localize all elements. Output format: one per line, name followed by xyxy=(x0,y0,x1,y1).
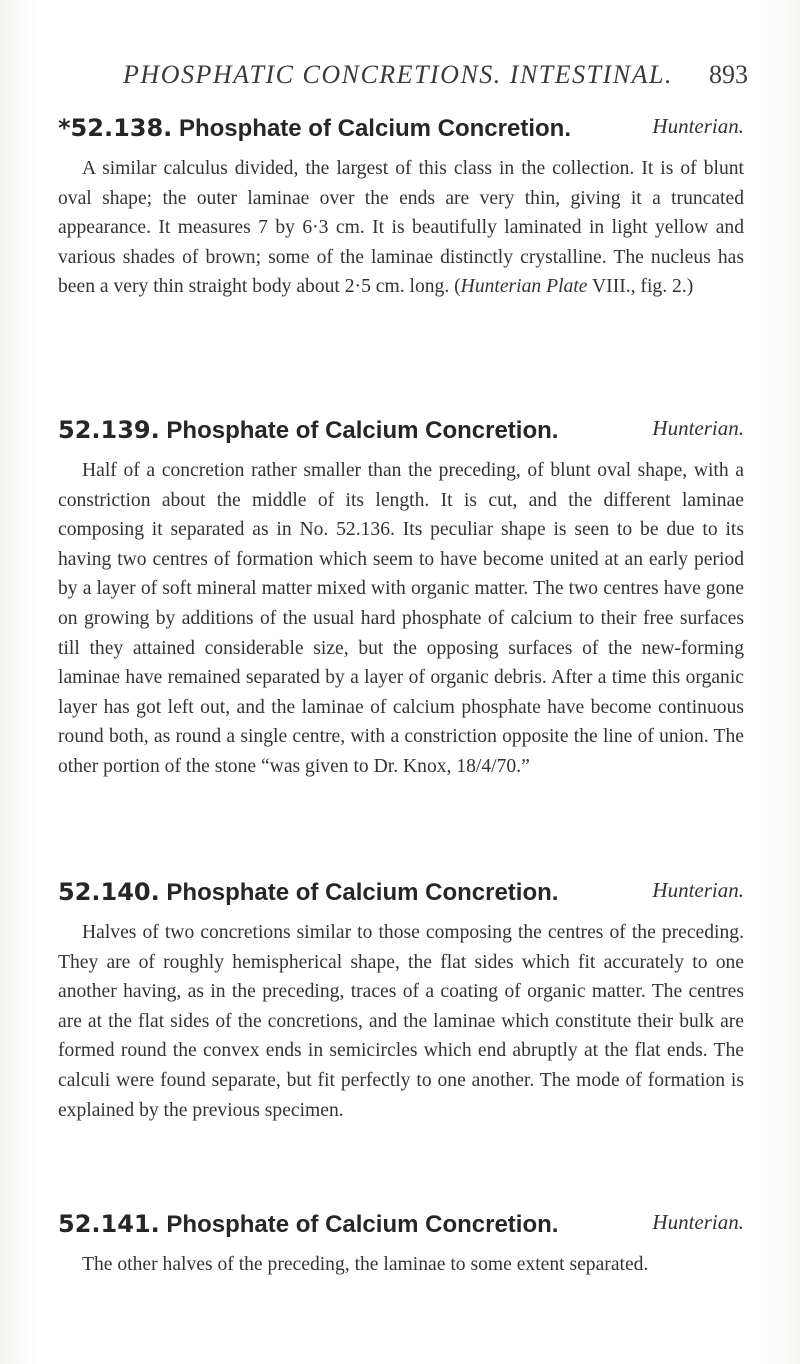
collection-name: Hunterian. xyxy=(652,878,744,902)
entry-title: Phosphate of Calcium Concretion. xyxy=(166,879,559,906)
entry-heading xyxy=(58,878,744,918)
entry-number: 52.140. xyxy=(58,878,160,906)
entry-heading xyxy=(58,416,744,456)
entry-number: 52.141. xyxy=(58,1210,160,1238)
entry-description: The other halves of the preceding, the laminae to some extent separated. xyxy=(82,1254,649,1275)
running-head xyxy=(118,60,748,96)
catalogue-entry xyxy=(58,416,744,782)
collection-name: Hunterian. xyxy=(652,416,744,440)
entry-description xyxy=(58,154,744,302)
collection-name: Hunterian. xyxy=(652,1210,744,1234)
description-text: A similar calculus divided, the largest of this class in the collection. It is of blunt oval shape; the outer laminae over the ends are very thin, giving it a truncated appearance. It measures 7 by 6·3 cm. It is beautifully laminated in light yellow and various shades of brown; some of the laminae distinctly crystalline. The nucleus has been a very thin straight body about 2·5 cm. long. ( xyxy=(58,158,744,298)
entry-number: 52.139. xyxy=(58,416,160,444)
entry-title: Phosphate of Calcium Concretion. xyxy=(166,1211,559,1238)
entry-number: *52.138. xyxy=(58,114,173,142)
entry-heading xyxy=(58,1210,744,1250)
entry-description: Halves of two concretions similar to those composing the centres of the preceding. They are of roughly hemispherical shape, the flat sides which fit accurately to one another having, as in the preceding, traces of a coating of organic matter. The centres are at the flat sides of the concretions, and the laminae which constitute their bulk are formed round the convex ends in semicircles which end abruptly at the flat ends. The calculi were found separate, but fit perfectly to one another. The mode of formation is explained by the previous specimen. xyxy=(58,922,744,1121)
plate-reference: Hunterian Plate xyxy=(460,276,588,298)
catalogue-entry xyxy=(58,1210,744,1280)
page-number: 893 xyxy=(709,60,748,89)
catalogue-entry xyxy=(58,114,744,302)
running-title: PHOSPHATIC CONCRETIONS. INTESTINAL. xyxy=(123,60,673,89)
entry-title: Phosphate of Calcium Concretion. xyxy=(178,115,571,142)
collection-name: Hunterian. xyxy=(652,114,744,138)
entry-title: Phosphate of Calcium Concretion. xyxy=(166,417,559,444)
catalogue-entry xyxy=(58,878,744,1125)
entry-heading xyxy=(58,114,744,154)
entry-description: Half of a concretion rather smaller than the preceding, of blunt oval shape, with a constriction about the middle of its length. It is cut, and the different laminae composing it separated as in No. 52.136. Its peculiar shape is seen to be due to its having two centres of formation which seem to have become united at an early period by a layer of soft mineral matter mixed with organic matter. The two centres have gone on growing by additions of the usual hard phosphate of calcium to their free surfaces till they attained considerable size, but the opposing surfaces of the new-forming laminae have remained separated by a layer of organic debris. After a time this organic layer has got left out, and the laminae of calcium phosphate have become continuous round both, as round a single centre, with a constriction opposite the line of union. The other portion of the stone “was given to Dr. Knox, 18/4/70.” xyxy=(58,460,744,777)
figure-reference: VIII., fig. 2.) xyxy=(587,276,694,298)
